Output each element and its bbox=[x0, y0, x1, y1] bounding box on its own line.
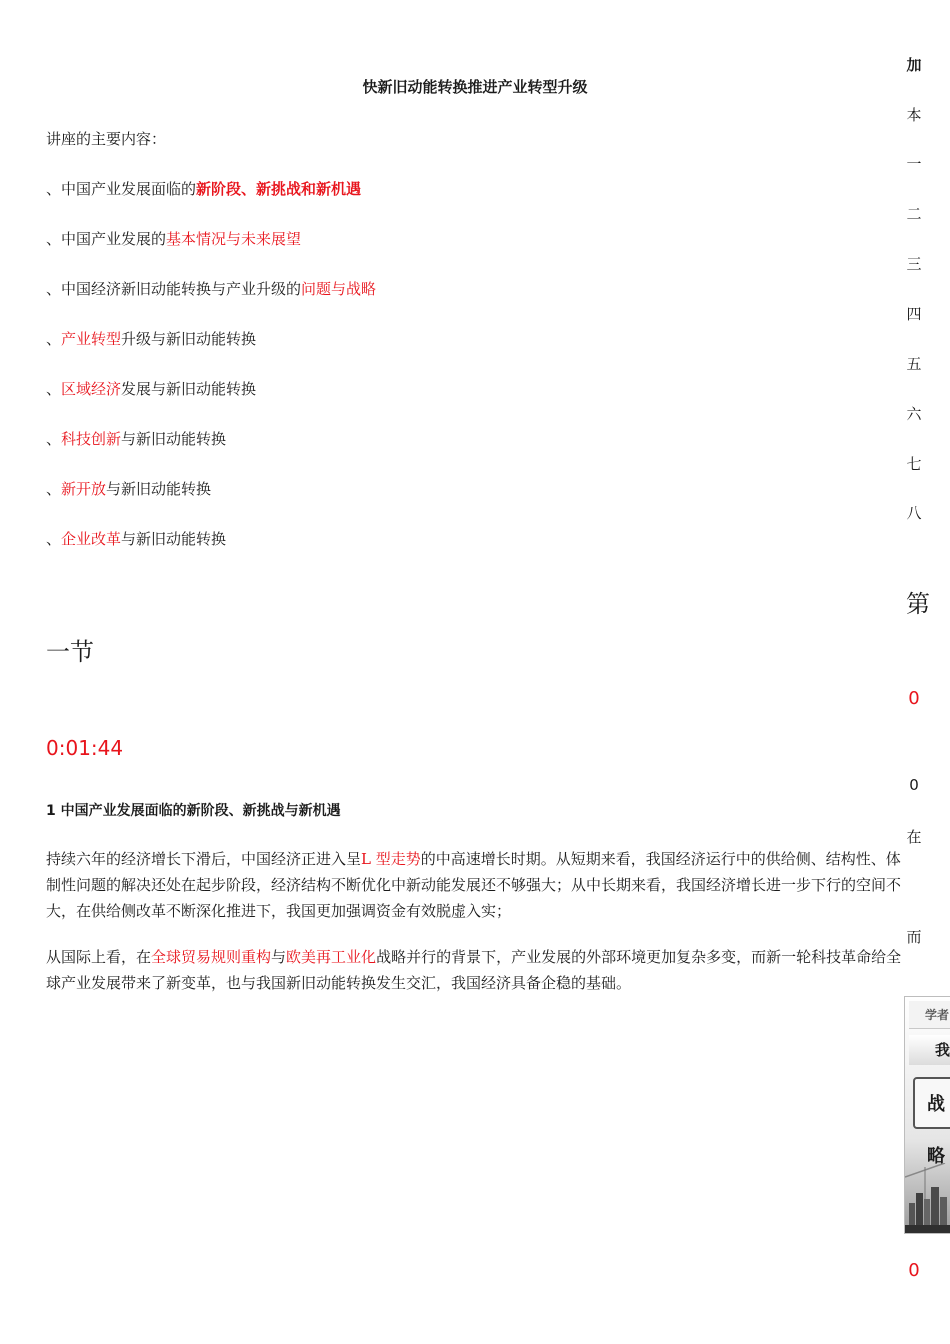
toc-item bbox=[46, 478, 211, 499]
side-char: 五 bbox=[906, 355, 922, 373]
side-char: 而 bbox=[906, 928, 922, 946]
toc-item-highlight: 新开放 bbox=[61, 480, 107, 498]
toc-item-highlight: 基本情况与未来展望 bbox=[166, 230, 302, 248]
toc-item-highlight: 科技创新 bbox=[61, 430, 122, 448]
toc-item-prefix: 、 bbox=[46, 430, 62, 448]
toc-item-prefix: 、 bbox=[46, 530, 62, 548]
side-number: 0 bbox=[908, 688, 920, 709]
paragraph-text: 的中高速增长时期。从短期来看，我国经济运行中的供给侧、结构性、体制性问题的解决还处在起步阶段，经济结构不断优化中新动能发展还不够强大；从中长期来看，我国经济增长进一步下行的空间不大，在供给侧改革不断深化推进下，我国更加强调资金有效脱虚入实； bbox=[46, 850, 902, 920]
side-char: 八 bbox=[906, 504, 922, 522]
toc-item bbox=[46, 278, 376, 299]
highlight-text: 全球贸易规则重构 bbox=[151, 948, 272, 966]
section-heading: 一节 bbox=[46, 638, 94, 666]
toc-item-suffix: 发展与新旧动能转换 bbox=[121, 380, 257, 398]
toc-intro: 讲座的主要内容： bbox=[46, 130, 167, 148]
side-char: 二 bbox=[906, 205, 922, 223]
side-char: 在 bbox=[906, 828, 922, 846]
lecture-thumbnail bbox=[904, 996, 950, 1234]
thumbnail-label: 我 bbox=[909, 1035, 950, 1065]
paragraph-text: 从国际上看，在 bbox=[46, 948, 152, 966]
toc-item-suffix: 与新旧动能转换 bbox=[121, 430, 227, 448]
toc-item-highlight: 区域经济 bbox=[61, 380, 122, 398]
highlight-text: 欧美再工业化 bbox=[286, 948, 377, 966]
thumbnail-label: 战略 bbox=[913, 1077, 950, 1129]
side-char: 一 bbox=[906, 155, 922, 173]
highlight-text: L 型走势 bbox=[361, 850, 421, 868]
toc-item bbox=[46, 328, 256, 349]
toc-item-suffix: 升级与新旧动能转换 bbox=[121, 330, 257, 348]
side-number: 0 bbox=[909, 776, 919, 794]
toc-item bbox=[46, 428, 226, 449]
paragraph-text: 持续六年的经济增长下滑后，中国经济正进入呈 bbox=[46, 850, 362, 868]
side-char-large: 第 bbox=[906, 590, 930, 618]
paragraph-text: 与 bbox=[271, 948, 287, 966]
side-number: 0 bbox=[908, 1260, 920, 1281]
body-paragraph bbox=[46, 846, 908, 924]
toc-item bbox=[46, 228, 301, 249]
city-skyline-icon bbox=[905, 1163, 950, 1233]
toc-item-highlight: 问题与战略 bbox=[301, 280, 377, 298]
toc-item-highlight: 产业转型 bbox=[61, 330, 122, 348]
toc-item bbox=[46, 178, 361, 199]
toc-item-suffix: 与新旧动能转换 bbox=[121, 530, 227, 548]
toc-item-prefix: 、 bbox=[46, 380, 62, 398]
document-title: 快新旧动能转换推进产业转型升级 bbox=[362, 78, 588, 96]
side-char: 七 bbox=[906, 455, 922, 473]
paragraph-text: 战略并行的背景下，产业发展的外部环境更加复杂多变，而新一轮科技革命给全球产业发展带来了新变革，也与我国新旧动能转换发生交汇，我国经济具备企稳的基础。 bbox=[46, 948, 902, 992]
toc-item-suffix: 与新旧动能转换 bbox=[106, 480, 212, 498]
side-char: 三 bbox=[906, 255, 922, 273]
video-timestamp: 0:01:44 bbox=[46, 736, 124, 760]
side-char: 四 bbox=[906, 305, 922, 323]
thumbnail-label: 学者 bbox=[909, 1001, 950, 1029]
section-subheading: 1 中国产业发展面临的新阶段、新挑战与新机遇 bbox=[46, 803, 341, 819]
toc-item-prefix: 、中国产业发展面临的 bbox=[46, 180, 197, 198]
toc-item-highlight: 新阶段、新挑战和新机遇 bbox=[196, 180, 362, 198]
side-char: 本 bbox=[906, 106, 922, 124]
body-paragraph bbox=[46, 944, 908, 996]
toc-item bbox=[46, 528, 226, 549]
toc-item-prefix: 、 bbox=[46, 330, 62, 348]
side-char: 六 bbox=[906, 405, 922, 423]
toc-item-prefix: 、中国产业发展的 bbox=[46, 230, 167, 248]
toc-item-highlight: 企业改革 bbox=[61, 530, 122, 548]
toc-item-prefix: 、中国经济新旧动能转换与产业升级的 bbox=[46, 280, 302, 298]
toc-item-prefix: 、 bbox=[46, 480, 62, 498]
side-char: 加 bbox=[906, 56, 922, 74]
toc-item bbox=[46, 378, 256, 399]
